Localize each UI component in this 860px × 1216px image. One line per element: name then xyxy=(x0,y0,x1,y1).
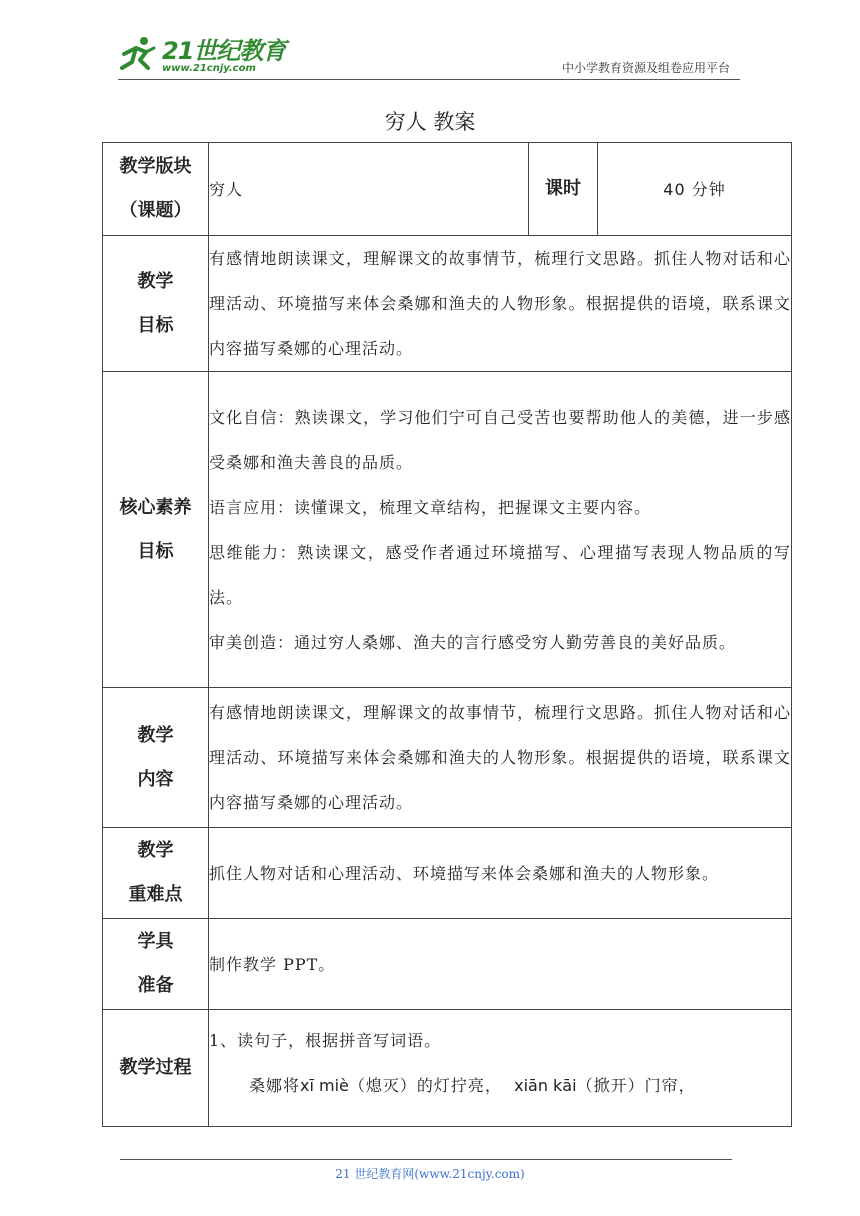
table-row xyxy=(103,1010,792,1127)
table-row xyxy=(103,236,792,372)
topic-value: 穷人 xyxy=(209,143,529,236)
lesson-plan-table xyxy=(102,142,792,1127)
core-goal-item: 语言应用：读懂课文，梳理文章结构，把握课文主要内容。 xyxy=(209,497,652,517)
pinyin-text: xī miè xyxy=(300,1076,349,1095)
goals-label-cell xyxy=(103,236,209,372)
content-label: 教学 xyxy=(137,724,174,746)
process-sentence xyxy=(209,1063,791,1108)
tools-label-cell xyxy=(103,919,209,1010)
paren-word: （掀开） xyxy=(576,1076,645,1095)
core-goal-item: 思维能力：熟读课文，感受作者通过环境描写、心理描写表现人物品质的写法。 xyxy=(209,542,791,607)
goals-label-sub: 目标 xyxy=(137,314,174,336)
tools-text: 制作教学 PPT。 xyxy=(209,919,792,1010)
core-label: 核心素养 xyxy=(119,496,192,518)
pinyin-text: xiān kāi xyxy=(514,1076,577,1095)
document-title: 穷人 教案 xyxy=(384,110,476,134)
tools-label: 学具 xyxy=(137,931,174,952)
content-text: 有感情地朗读课文，理解课文的故事情节，梳理行文思路。抓住人物对话和心理活动、环境描写来体会桑娜和渔夫的人物形象。根据提供的语境，联系课文内容描写桑娜的心理活动。 xyxy=(209,688,792,828)
runner-logo-icon xyxy=(118,34,158,74)
duration-value: 40 分钟 xyxy=(598,143,792,236)
process-label: 教学过程 xyxy=(103,1010,209,1127)
header-divider xyxy=(118,79,740,80)
table-row xyxy=(103,143,792,236)
tools-label-sub: 准备 xyxy=(137,975,174,996)
logo-url: www.21cnjy.com xyxy=(162,63,256,74)
table-row xyxy=(103,688,792,828)
content-label-cell xyxy=(103,688,209,828)
logo-title: 21世纪教育 xyxy=(162,37,286,65)
difficulty-label: 教学 xyxy=(137,840,174,861)
process-cell xyxy=(209,1010,792,1127)
duration-label: 课时 xyxy=(529,143,598,236)
topic-label-cell xyxy=(103,143,209,236)
topic-label-sub: （课题） xyxy=(119,200,192,221)
table-row xyxy=(103,919,792,1010)
goals-text: 有感情地朗读课文，理解课文的故事情节，梳理行文思路。抓住人物对话和心理活动、环境描写来体会桑娜和渔夫的人物形象。根据提供的语境，联系课文内容描写桑娜的心理活动。 xyxy=(209,236,792,372)
difficulty-label-sub: 重难点 xyxy=(128,884,183,905)
goals-label: 教学 xyxy=(137,270,174,292)
sentence-part: 门帘， xyxy=(644,1076,696,1095)
core-goals-cell xyxy=(209,372,792,688)
core-goal-item: 文化自信：熟读课文，学习他们宁可自己受苦也要帮助他人的美德，进一步感受桑娜和渔夫善良的品质。 xyxy=(209,407,791,472)
process-step: 1、读句子，根据拼音写词语。 xyxy=(209,1031,442,1050)
difficulty-text: 抓住人物对话和心理活动、环境描写来体会桑娜和渔夫的人物形象。 xyxy=(209,828,792,919)
content-label-sub: 内容 xyxy=(137,768,174,790)
table-row xyxy=(103,372,792,688)
table-row xyxy=(103,828,792,919)
core-label-cell xyxy=(103,372,209,688)
difficulty-label-cell xyxy=(103,828,209,919)
paren-word: （熄灭） xyxy=(348,1076,417,1095)
page-header xyxy=(118,30,740,80)
logo xyxy=(118,34,285,74)
platform-name: 中小学教育资源及组卷应用平台 xyxy=(561,61,730,75)
footer-link[interactable]: 21 世纪教育网(www.21cnjy.com) xyxy=(335,1167,525,1181)
sentence-part: 桑娜将 xyxy=(249,1076,301,1095)
sentence-part: 的灯拧亮， xyxy=(416,1076,502,1095)
topic-label: 教学版块 xyxy=(119,156,192,177)
core-label-sub: 目标 xyxy=(137,540,174,562)
footer-divider xyxy=(120,1159,732,1160)
core-goal-item: 审美创造：通过穷人桑娜、渔夫的言行感受穷人勤劳善良的美好品质。 xyxy=(209,632,737,652)
